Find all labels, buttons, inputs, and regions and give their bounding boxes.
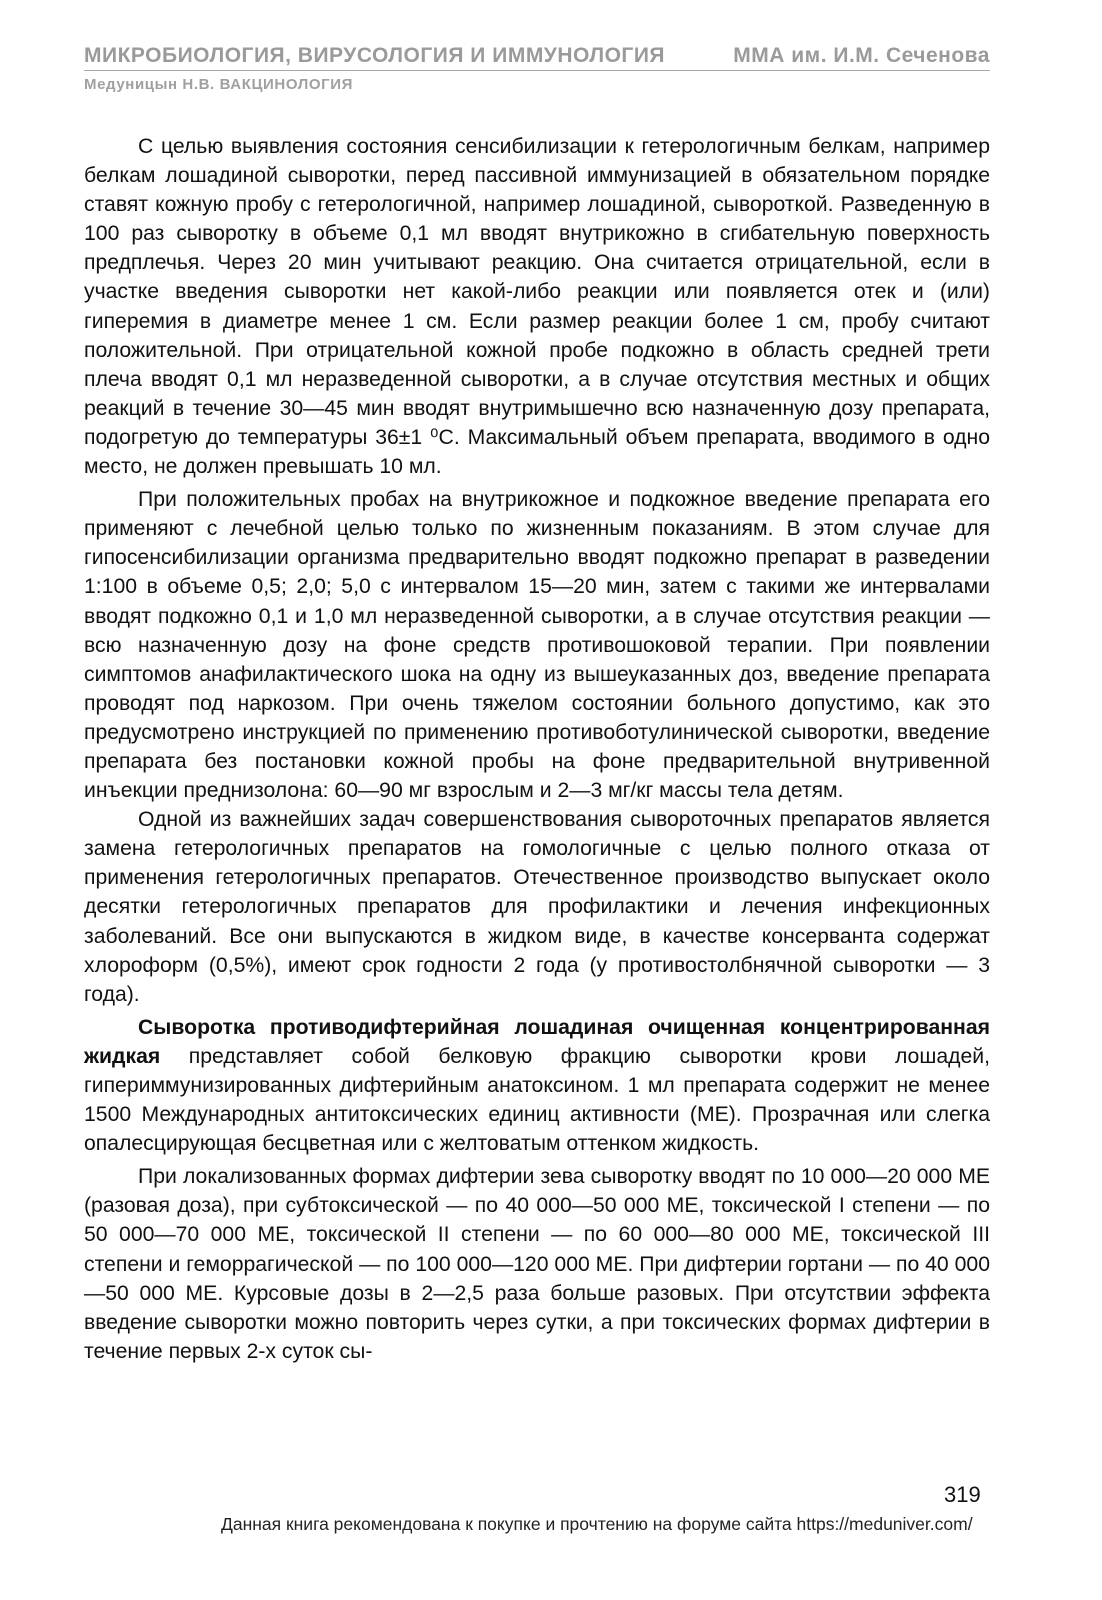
header-subtitle: Медуницын Н.В. ВАКЦИНОЛОГИЯ [84,76,353,93]
page-number: 319 [944,1482,981,1507]
paragraph-4-bold-term: Сыворотка противодифтерийная лошадиная очищенная концентрированная жидкая [84,1015,990,1068]
header-title-row [84,44,990,71]
paragraph-4-text: представляет собой белковую фракцию сыворотки крови лошадей, гипериммунизированных дифтерийным анатоксином. 1 мл препарата содержит не менее 1500 Международных антитоксических единиц активности (МЕ). Прозрачная или слегка опалесцирующая бесцветная или с желтоватым оттенком жидкость. [84,1044,990,1156]
running-header [84,44,990,93]
paragraph-2: При положительных пробах на внутрикожное и подкожное введение препарата его применяют с лечебной целью только по жизненным показаниям. В этом случае для гипосенсибилизации организма предварительно вводят подкожно препарат в разведении 1:100 в объеме 0,5; 2,0; 5,0 с интервалом 15—20 мин, затем с такими же интервалами вводят подкожно 0,1 и 1,0 мл неразведенной сыворотки, а в случае отсутствия реакции — всю назначенную дозу на фоне средств противошоковой терапии. При появлении симптомов анафилактического шока на одну из вышеуказанных доз, введение препарата проводят под наркозом. При очень тяжелом состоянии больного допустимо, как это предусмотрено инструкцией по применению противоботулинической сыворотки, введение препарата без постановки кожной пробы на фоне предварительной внутривенной инъекции преднизолона: 60—90 мг взрослым и 2—3 мг/кг массы тела детям. [84,488,990,803]
paragraph-1: С целью выявления состояния сенсибилизации к гетерологичным белкам, например белкам лошадиной сыворотки, перед пассивной иммунизацией в обязательном порядке ставят кожную пробу с гетерологичной, например лошадиной, сывороткой. Разведенную в 100 раз сыворотку в объеме 0,1 мл вводят внутрикожно в сгибательную поверхность предплечья. Через 20 мин учитывают реакцию. Она считается отрицательной, если в участке введения сыворотки нет какой-либо реакции или появляется отек и (или) гиперемия в диаметре менее 1 см. Если размер реакции более 1 см, пробу считают положительной. При отрицательной кожной пробе подкожно в область средней трети плеча вводят 0,1 мл неразведенной сыворотки, а в случае отсутствия местных и общих реакций в течение 30—45 мин вводят внутримышечно всю назначенную дозу препарата, подогретую до температуры 36±1 ⁰С. Максимальный объем препарата, вводимого в одно место, не должен превышать 10 мл. [84,135,990,479]
footer-note: Данная книга рекомендована к покупке и прочтению на форуме сайта https://meduniver.com/ [221,1514,973,1534]
header-left-title: МИКРОБИОЛОГИЯ, ВИРУСОЛОГИЯ И ИММУНОЛОГИЯ [84,44,666,67]
paragraph-3: Одной из важнейших задач совершенствования сывороточных препаратов является замена гетерологичных препаратов на гомологичные с целью полного отказа от применения гетерологичных препаратов. Отечественное производство выпускает около десятки гетерологичных препаратов для профилактики и лечения инфекционных заболеваний. Все они выпускаются в жидком виде, в качестве консерванта содержат хлороформ (0,5%), имеют срок годности 2 года (у противостолбнячной сыворотки — 3 года). [84,808,990,1006]
paragraph-5: При локализованных формах дифтерии зева сыворотку вводят по 10 000—20 000 МЕ (разовая доза), при субтоксической — по 40 000—50 000 МЕ, токсической I степени — по 50 000—70 000 МЕ, токсической II степени — по 60 000—80 000 МЕ, токсической III степени и геморрагической — по 100 000—120 000 МЕ. При дифтерии гортани — по 40 000—50 000 МЕ. Курсовые дозы в 2—2,5 раза больше разовых. При отсутствии эффекта введение сыворотки можно повторить через сутки, а при токсических формах дифтерии в течение первых 2-х суток сы- [84,1165,990,1363]
header-right-title: ММА им. И.М. Сеченова [733,44,990,67]
paragraph-4 [84,1013,990,1158]
body-text [84,132,990,1366]
